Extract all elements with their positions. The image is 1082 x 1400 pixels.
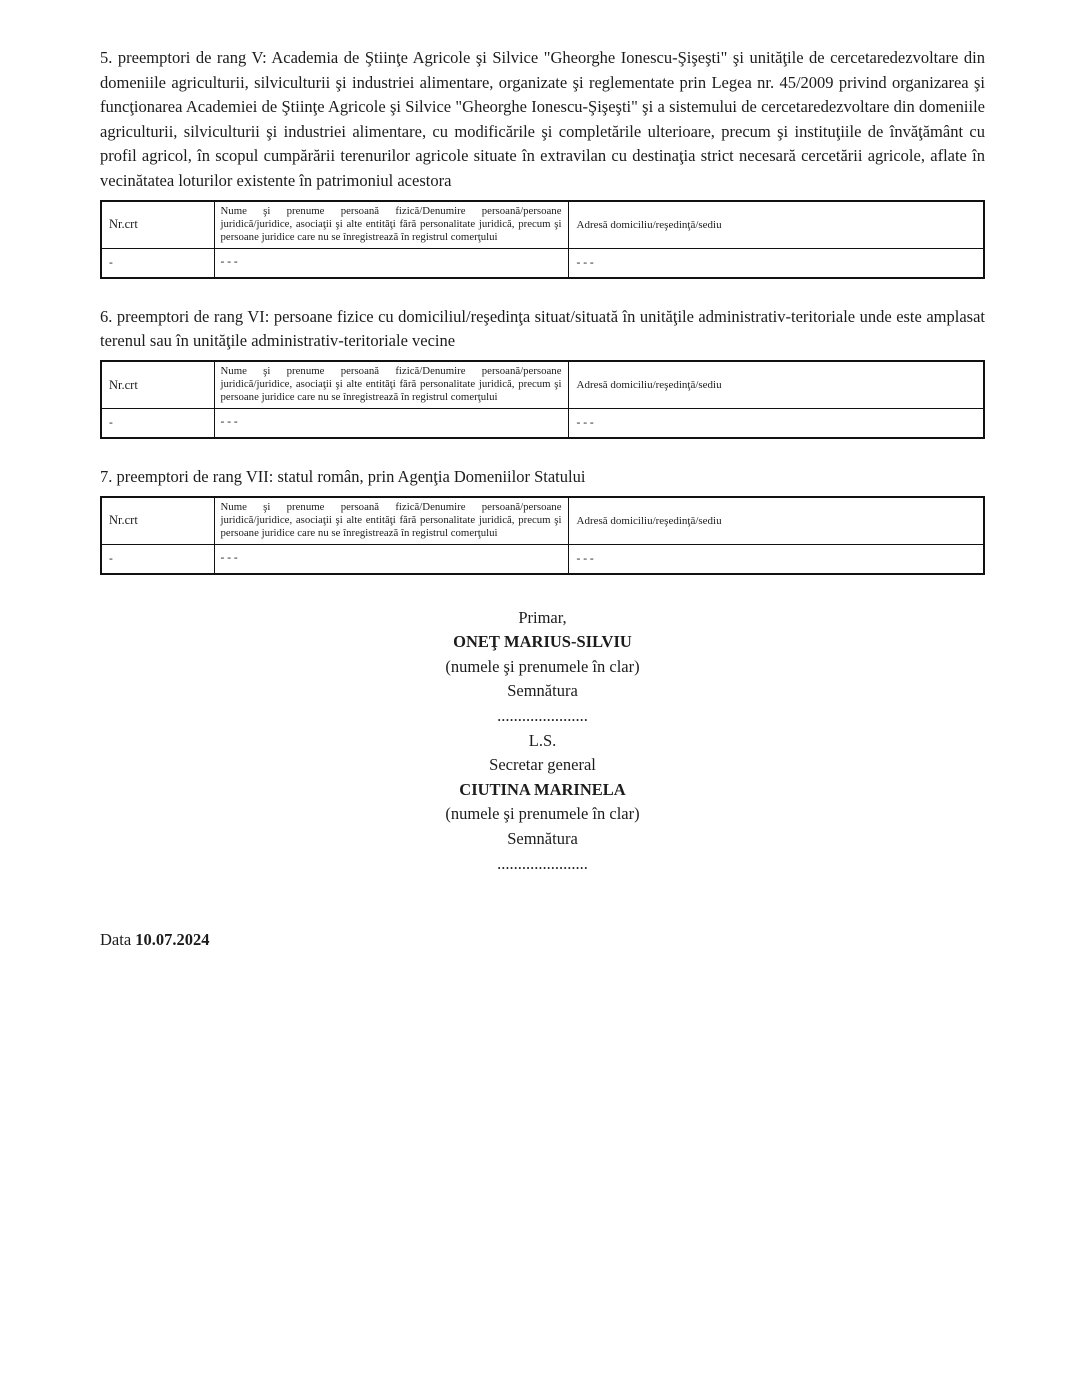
heading-section-7: 7. preemptori de rang VII: statul român, prin Agenţia Domeniilor Statului	[100, 466, 586, 486]
signature-label: Semnătura	[507, 829, 578, 849]
table-row	[101, 545, 984, 574]
cell-address: - - -	[568, 545, 984, 574]
cell-address: - - -	[568, 409, 984, 438]
cell-address: - - -	[568, 249, 984, 278]
secretary-title: Secretar general	[489, 755, 596, 775]
table-row	[101, 409, 984, 438]
table-row	[101, 249, 984, 278]
preemptors-table-rang-5	[100, 200, 985, 279]
column-header-name: Nume şi prenume persoană fizică/Denumire persoană/persoane juridică/juridice, asociaţii şi alte entităţi fără personalitate juridică, precum şi persoane juridice care nu se înregistrează în registrul comerţului	[214, 497, 568, 545]
ls-label: L.S.	[528, 730, 557, 750]
table-header-row	[101, 201, 984, 249]
date-label: Data	[100, 930, 132, 950]
column-header-nr: Nr.crt	[101, 497, 214, 545]
cell-name: - - -	[214, 409, 568, 438]
secretary-name: CIUTINA MARINELA	[459, 779, 626, 799]
cell-name: - - -	[214, 545, 568, 574]
date-value: 10.07.2024	[135, 930, 210, 950]
column-header-address: Adresă domiciliu/reşedinţă/sediu	[568, 497, 984, 545]
signature-dots: ......................	[497, 853, 588, 873]
column-header-nr: Nr.crt	[101, 201, 214, 249]
cell-name: - - -	[214, 249, 568, 278]
table-header-row	[101, 361, 984, 409]
signature-block	[100, 606, 985, 877]
column-header-name: Nume şi prenume persoană fizică/Denumire persoană/persoane juridică/juridice, asociaţii şi alte entităţi fără personalitate juridică, precum şi persoane juridice care nu se înregistrează în registrul comerţului	[214, 361, 568, 409]
date-line	[100, 930, 985, 950]
mayor-name: ONEŢ MARIUS-SILVIU	[453, 632, 632, 652]
paragraph-section-6: 6. preemptori de rang VI: persoane fizice cu domiciliul/reşedinţa situat/situată în unităţile administrativ-teritoriale unde este amplasat terenul sau în unităţile administrativ-teritoriale vecine	[100, 306, 985, 351]
column-header-address: Adresă domiciliu/reşedinţă/sediu	[568, 201, 984, 249]
column-header-nr: Nr.crt	[101, 361, 214, 409]
cell-nr: -	[101, 545, 214, 574]
signature-label: Semnătura	[507, 681, 578, 701]
cell-nr: -	[101, 249, 214, 278]
preemptors-table-rang-6	[100, 360, 985, 439]
column-header-name: Nume şi prenume persoană fizică/Denumire persoană/persoane juridică/juridice, asociaţii şi alte entităţi fără personalitate juridică, precum şi persoane juridice care nu se înregistrează în registrul comerţului	[214, 201, 568, 249]
column-header-address: Adresă domiciliu/reşedinţă/sediu	[568, 361, 984, 409]
name-clarification: (numele şi prenumele în clar)	[445, 656, 640, 676]
preemptors-table-rang-7	[100, 496, 985, 575]
signature-dots: ......................	[497, 706, 588, 726]
mayor-title: Primar,	[518, 607, 567, 627]
cell-nr: -	[101, 409, 214, 438]
paragraph-section-5: 5. preemptori de rang V: Academia de Ştiinţe Agricole şi Silvice "Gheorghe Ionescu-Şişeşti" şi unităţile de cercetaredezvoltare din domeniile agriculturii, silviculturii şi industriei alimentare, organizate şi reglementate prin Legea nr. 45/2009 privind organizarea şi funcţionarea Academiei de Ştiinţe Agricole şi Silvice "Gheorghe Ionescu-Şişeşti" şi a sistemului de cercetaredezvoltare din domeniile agriculturii, silviculturii şi industriei alimentare, cu modificările şi completările ulterioare, precum şi instituţiile de învăţământ cu profil agricol, în scopul cumpărării terenurilor agricole situate în extravilan cu destinaţia strict necesară cercetării agricole, aflate în vecinătatea loturilor existente în patrimoniul acestora	[100, 48, 985, 190]
table-header-row	[101, 497, 984, 545]
name-clarification: (numele şi prenumele în clar)	[445, 804, 640, 824]
